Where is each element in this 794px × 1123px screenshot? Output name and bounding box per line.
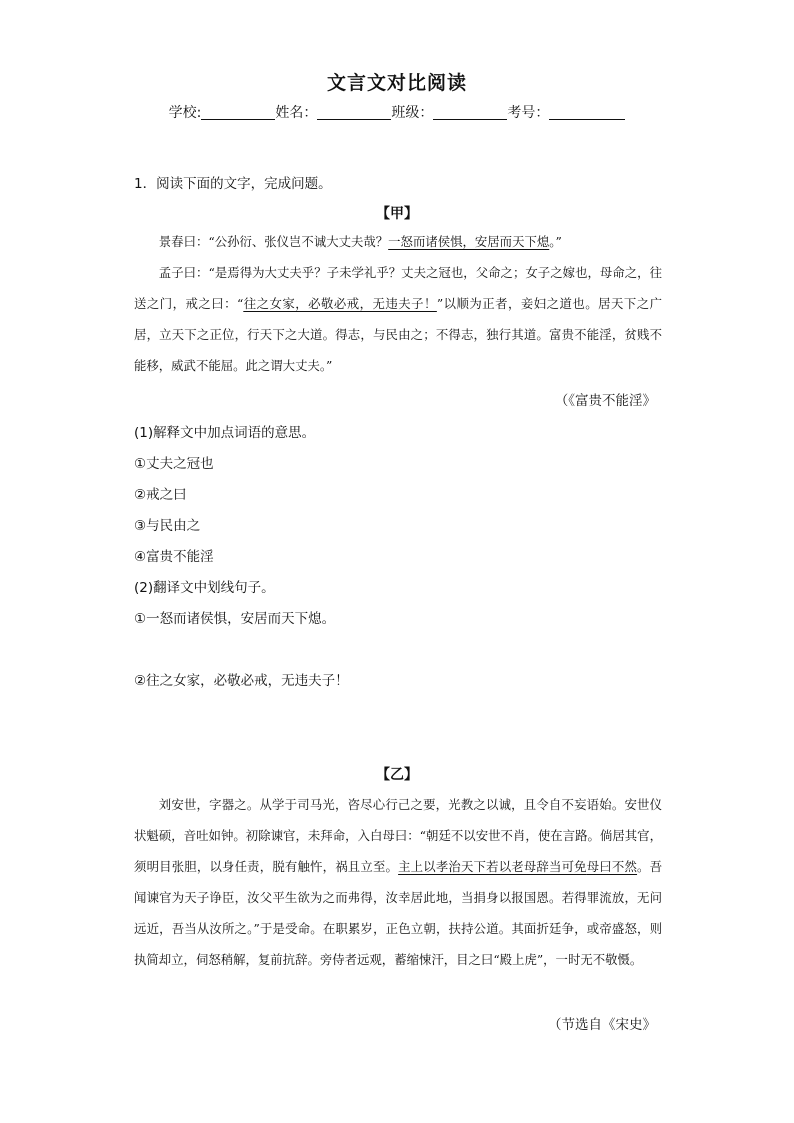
text-run: 孟子曰：“是焉得为大丈夫乎？子未学礼乎？丈夫之冠也，父命之；女子之嫁也，母命之，往送之门，戒之曰：“ <box>134 265 662 311</box>
subquestion-2-label: (2)翻译文中划线句子。 <box>134 580 275 596</box>
passage-a-heading: 【甲】 <box>376 206 418 222</box>
subquestion-1-label: (1)解释文中加点词语的意思。 <box>134 425 316 441</box>
exam-no-blank[interactable] <box>549 105 625 120</box>
text-run: 。吾闻谏官为天子诤臣，汝父平生欲为之而弗得，汝幸居此地，当捐身以报国恩。若得罪流放，无问远近，吾当从汝所之。”于是受命。在职累岁，正色立朝，扶持公道。其面折廷争，或帝盛怒，则执简却立，伺怒稍解，复前抗辞。旁侍者远观，蓄缩悚汗，目之曰“殿上虎”，一时无不敬慑。 <box>134 859 663 967</box>
underlined-sentence-3: 主上以孝治天下若以老母辞当可免 <box>398 859 587 874</box>
passage-b-heading: 【乙】 <box>376 767 418 783</box>
school-label: 学校: <box>168 105 202 121</box>
passage-b-paragraph <box>134 789 662 975</box>
page-title: 文言文对比阅读 <box>326 72 467 94</box>
school-blank[interactable] <box>201 105 275 120</box>
passage-a-source: （《富贵不能淫》 <box>554 393 656 409</box>
class-label: 班级： <box>391 105 434 121</box>
subquestion-1-item-1: ①丈夫之冠也 <box>134 456 214 472</box>
text-run: 刘安世，字器之。从学于司马光，咨尽心行己之要，光教之以诚，且令自不妄语始。安世仪状魁硕，音吐如钟。初除谏官，未拜命，入白母曰：“朝廷不以安世不肖，使在言路。倘居其官，须明目张胆，以身任责，脱有触忤，祸且立至。 <box>134 797 662 874</box>
passage-a-paragraph-1 <box>134 226 662 257</box>
subquestion-1-item-4: ④富贵不能淫 <box>134 549 214 565</box>
underlined-sentence-3-end: 母曰不然 <box>586 859 638 874</box>
passage-a-paragraph-2 <box>134 257 662 381</box>
underlined-sentence-1: 一怒而诸侯惧，安居而天下熄 <box>388 234 550 249</box>
subquestion-2-item-1: ①一怒而诸侯惧，安居而天下熄。 <box>134 611 336 627</box>
class-blank[interactable] <box>433 105 507 120</box>
subquestion-1-item-2: ②戒之曰 <box>134 487 187 503</box>
text-run: ”以顺为正者，妾妇之道也。居天下之广居，立天下之正位，行天下之大道。得志，与民由之；不得志，独行其道。富贵不能淫，贫贱不能移，威武不能屈。此之谓大丈夫。” <box>134 296 662 373</box>
passage-b-text <box>134 789 662 975</box>
student-info-line <box>0 102 794 122</box>
underlined-sentence-2: 往之女家，必敬必戒，无违夫子！ <box>243 296 437 311</box>
question-1-prompt: 1．阅读下面的文字，完成问题。 <box>134 176 332 192</box>
passage-b-source: （节选自《宋史》 <box>548 1017 656 1033</box>
name-label: 姓名： <box>275 105 318 121</box>
exam-no-label: 考号： <box>507 105 550 121</box>
passage-a-text <box>134 226 662 381</box>
name-blank[interactable] <box>317 105 391 120</box>
subquestion-1-item-3: ③与民由之 <box>134 518 201 534</box>
text-run: 。” <box>549 234 562 249</box>
text-run: 景春曰：“公孙衍、张仪岂不诚大丈夫哉？ <box>158 234 389 249</box>
subquestion-2-item-2: ②往之女家，必敬必戒，无违夫子！ <box>134 673 349 689</box>
